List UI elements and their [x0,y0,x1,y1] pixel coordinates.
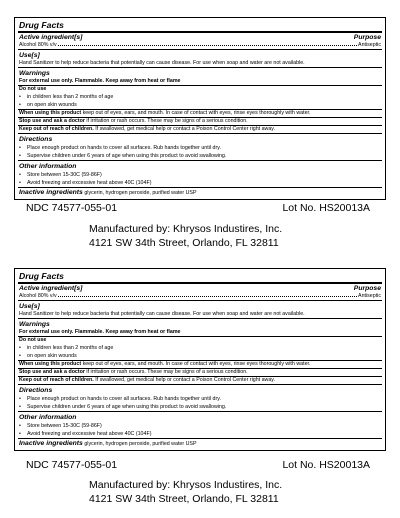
do-not-use-heading: Do not use [19,337,47,343]
list-item: • Store between 15-30C (59-86F) [19,423,102,429]
uses-text: Hand Sanitizer to help reduce bacteria that potentially can cause disease. For use when soap and water are not available. [19,311,305,317]
drug-facts-label-1 [14,17,386,200]
when-using-text: When using this product keep out of eyes, ears, and mouth. In case of contact with eyes, rinse eyes thoroughly with water. [19,110,311,116]
ndc-number: NDC 74577-055-01 [26,202,118,214]
drug-facts-label-2 [14,268,386,451]
warnings-heading: Warnings [19,70,50,77]
list-item: • on open skin wounds [19,102,77,108]
list-item: • Supervise children under 6 years of age when using this product to avoid swallowing. [19,404,227,410]
warnings-external: For external use only. Flammable. Keep away from heat or flame [19,78,181,84]
list-item: • Avoid freezing and excessive heat above 40C (104F) [19,431,152,437]
manufacturer-block-2 [89,478,282,506]
inactive-ingredients: Inactive ingredients glycerin, hydrogen peroxide, purified water USP [19,189,197,196]
footer-row-1 [26,202,370,214]
manufacturer-address: 4121 SW 34th Street, Orlando, FL 32811 [89,237,279,249]
warnings-external: For external use only. Flammable. Keep away from heat or flame [19,329,181,335]
uses-heading: Use[s] [19,303,40,310]
directions-heading: Directions [19,136,53,143]
drug-facts-title: Drug Facts [19,20,64,30]
do-not-use-heading: Do not use [19,86,47,92]
lot-number: Lot No. HS20013A [282,202,370,214]
drug-facts-title: Drug Facts [19,271,64,281]
uses-heading: Use[s] [19,52,40,59]
active-ingredient-row: Alcohol 80% v/v Antiseptic [19,293,381,299]
active-ingredient-header: Active ingredient[s] Purpose [19,34,381,41]
footer-row-2 [26,459,370,471]
manufacturer-name: Manufactured by: Khrysos Industires, Inc. [89,223,283,235]
list-item: • Place enough product on hands to cover all surfaces. Rub hands together until dry. [19,145,221,151]
list-item: • Supervise children under 6 years of age when using this product to avoid swallowing. [19,153,227,159]
list-item: • Store between 15-30C (59-86F) [19,172,102,178]
list-item: • in children less than 2 months of age [19,345,114,351]
keep-out-text: Keep out of reach of children. If swallowed, get medical help or contact a Poison Control Center right away. [19,126,276,132]
stop-use-text: Stop use and ask a doctor if irritation or rash occurs. These may be signs of a serious condition. [19,118,248,124]
inactive-ingredients: Inactive ingredients glycerin, hydrogen peroxide, purified water USP [19,440,197,447]
manufacturer-name: Manufactured by: Khrysos Industires, Inc. [89,479,283,491]
manufacturer-address: 4121 SW 34th Street, Orlando, FL 32811 [89,493,279,505]
list-item: • Place enough product on hands to cover all surfaces. Rub hands together until dry. [19,396,221,402]
list-item: • Avoid freezing and excessive heat above 40C (104F) [19,180,152,186]
other-info-heading: Other information [19,163,77,170]
manufacturer-block-1 [89,222,282,250]
active-ingredient-header: Active ingredient[s] Purpose [19,285,381,292]
other-info-heading: Other information [19,414,77,421]
active-ingredient-row: Alcohol 80% v/v Antiseptic [19,42,381,48]
when-using-text: When using this product keep out of eyes, ears, and mouth. In case of contact with eyes, rinse eyes thoroughly with water. [19,361,311,367]
directions-heading: Directions [19,387,53,394]
stop-use-text: Stop use and ask a doctor if irritation or rash occurs. These may be signs of a serious condition. [19,369,248,375]
lot-number: Lot No. HS20013A [282,459,370,471]
uses-text: Hand Sanitizer to help reduce bacteria that potentially can cause disease. For use when soap and water are not available. [19,60,305,66]
warnings-heading: Warnings [19,321,50,328]
ndc-number: NDC 74577-055-01 [26,459,118,471]
keep-out-text: Keep out of reach of children. If swallowed, get medical help or contact a Poison Control Center right away. [19,377,276,383]
list-item: • on open skin wounds [19,353,77,359]
list-item: • in children less than 2 months of age [19,94,114,100]
